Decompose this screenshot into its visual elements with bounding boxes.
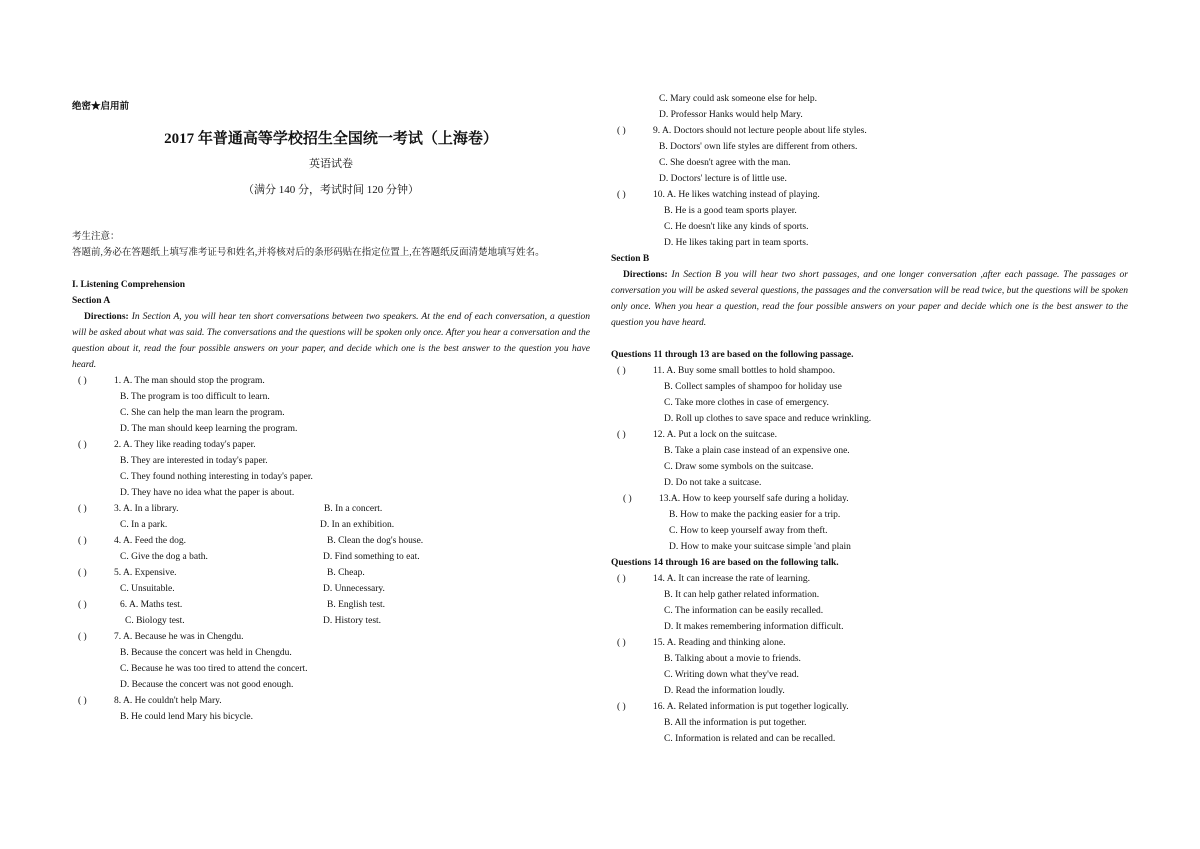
answer-blank[interactable]: ( ) (617, 638, 626, 648)
question-14: ( ) 14. A. It can increase the rate of learning. (611, 571, 1128, 587)
option: C. How to keep yourself away from theft. (669, 526, 828, 536)
option: B. He could lend Mary his bicycle. (120, 712, 253, 722)
option: B. Collect samples of shampoo for holiday use (664, 382, 842, 392)
question-16: ( ) 16. A. Related information is put together logically. (611, 699, 1128, 715)
directions-label: Directions: (623, 270, 668, 280)
section-a-heading: Section A (72, 296, 111, 306)
option: B. They are interested in today's paper. (120, 456, 268, 466)
option: B. He is a good team sports player. (664, 206, 797, 216)
option: C. Take more clothes in case of emergency. (664, 398, 829, 408)
option: C. Because he was too tired to attend the concert. (120, 664, 308, 674)
option: D. Because the concert was not good enough. (120, 680, 294, 690)
option: D. They have no idea what the paper is about. (120, 488, 295, 498)
question-3: ( ) 3. A. In a library. B. In a concert. (72, 501, 590, 517)
question-1: ( ) 1. A. The man should stop the program. (72, 373, 590, 389)
option-row: C. In a park. D. In an exhibition. (120, 520, 395, 530)
answer-blank[interactable]: ( ) (78, 632, 87, 642)
answer-blank[interactable]: ( ) (617, 430, 626, 440)
notice-text: 答题前,务必在答题纸上填写准考证号和姓名,并将核对后的条形码贴在指定位置上,在答题纸反面清楚地填写姓名。 (72, 248, 545, 258)
option: C. She can help the man learn the program. (120, 408, 285, 418)
directions-text: In Section B you will hear two short passages, and one longer conversation ,after each passage. The passages or conversation you will be asked several questions, the passages and the conversation will be read twice, but the questions will be spoken only once. When you hear a question, read the four possible answers on your paper and decide which one is the best answer to the question you have heard. (611, 270, 1128, 328)
option: D. Do not take a suitcase. (664, 478, 762, 488)
question-4: ( ) 4. A. Feed the dog. B. Clean the dog's house. (72, 533, 590, 549)
option: D. Read the information loudly. (664, 686, 785, 696)
answer-blank[interactable]: ( ) (617, 574, 626, 584)
answer-blank[interactable]: ( ) (617, 702, 626, 712)
answer-blank[interactable]: ( ) (78, 568, 87, 578)
question-group-heading: Questions 14 through 16 are based on the following talk. (611, 558, 839, 568)
answer-blank[interactable]: ( ) (78, 600, 87, 610)
option: D. The man should keep learning the program. (120, 424, 298, 434)
option: C. She doesn't agree with the man. (659, 158, 791, 168)
question-2: ( ) 2. A. They like reading today's paper. (72, 437, 590, 453)
option: D. Doctors' lecture is of little use. (659, 174, 787, 184)
question-13: ( ) 13.A. How to keep yourself safe during a holiday. (611, 491, 1128, 507)
option: C. He doesn't like any kinds of sports. (664, 222, 809, 232)
question-15: ( ) 15. A. Reading and thinking alone. (611, 635, 1128, 651)
option: B. It can help gather related information. (664, 590, 820, 600)
answer-blank[interactable]: ( ) (78, 376, 87, 386)
question-12: ( ) 12. A. Put a lock on the suitcase. (611, 427, 1128, 443)
question-group-heading: Questions 11 through 13 are based on the following passage. (611, 350, 854, 360)
option: B. Because the concert was held in Chengdu. (120, 648, 292, 658)
right-column (611, 91, 1128, 747)
option-row: C. Biology test. D. History test. (125, 616, 382, 626)
section-a-directions (72, 309, 590, 373)
answer-blank[interactable]: ( ) (78, 536, 87, 546)
answer-blank[interactable]: ( ) (78, 504, 87, 514)
exam-subtitle: 英语试卷 (309, 158, 353, 170)
option: C. Writing down what they've read. (664, 670, 799, 680)
exam-title: 2017 年普通高等学校招生全国统一考试（上海卷） (164, 131, 498, 147)
option: D. How to make your suitcase simple 'and plain (669, 542, 851, 552)
section-b-directions (611, 267, 1128, 331)
option: D. Professor Hanks would help Mary. (659, 110, 803, 120)
answer-blank[interactable]: ( ) (617, 126, 626, 136)
left-column (72, 96, 590, 725)
option: D. It makes remembering information difficult. (664, 622, 844, 632)
question-11: ( ) 11. A. Buy some small bottles to hold shampoo. (611, 363, 1128, 379)
answer-blank[interactable]: ( ) (617, 366, 626, 376)
answer-blank[interactable]: ( ) (617, 190, 626, 200)
answer-blank[interactable]: ( ) (78, 440, 87, 450)
answer-blank[interactable]: ( ) (623, 494, 632, 504)
question-7: ( ) 7. A. Because he was in Chengdu. (72, 629, 590, 645)
question-9: ( ) 9. A. Doctors should not lecture people about life styles. (611, 123, 1128, 139)
secret-mark: 绝密★启用前 (72, 102, 130, 112)
notice-label: 考生注意： (72, 232, 120, 242)
option: B. All the information is put together. (664, 718, 807, 728)
option: D. He likes taking part in team sports. (664, 238, 809, 248)
part1-heading: I. Listening Comprehension (72, 280, 186, 290)
option: C. Mary could ask someone else for help. (659, 94, 818, 104)
question-8: ( ) 8. A. He couldn't help Mary. (72, 693, 590, 709)
option: B. Talking about a movie to friends. (664, 654, 801, 664)
option: C. Information is related and can be recalled. (664, 734, 836, 744)
option: C. Draw some symbols on the suitcase. (664, 462, 814, 472)
option: C. They found nothing interesting in today's paper. (120, 472, 313, 482)
directions-label: Directions: (84, 312, 129, 322)
question-6: ( ) 6. A. Maths test. B. English test. (72, 597, 590, 613)
option: B. The program is too difficult to learn. (120, 392, 270, 402)
directions-text: In Section A, you will hear ten short conversations between two speakers. At the end of each conversation, a question will be asked about what was said. The conversations and the questions will be spoken only once. After you hear a conversation and the question about it, read the four possible answers on your paper, and decide which one is the best answer to the question you have heard. (72, 312, 591, 370)
option: B. Doctors' own life styles are different from others. (659, 142, 858, 152)
question-5: ( ) 5. A. Expensive. B. Cheap. (72, 565, 590, 581)
option: D. Roll up clothes to save space and reduce wrinkling. (664, 414, 872, 424)
option-row: C. Give the dog a bath. D. Find something to eat. (120, 552, 420, 562)
question-10: ( ) 10. A. He likes watching instead of playing. (611, 187, 1128, 203)
answer-blank[interactable]: ( ) (78, 696, 87, 706)
section-b-heading: Section B (611, 254, 650, 264)
exam-score-info: （满分 140 分，考试时间 120 分钟） (243, 184, 419, 196)
option: B. How to make the packing easier for a trip. (669, 510, 841, 520)
option: C. The information can be easily recalled. (664, 606, 824, 616)
option: B. Take a plain case instead of an expensive one. (664, 446, 850, 456)
option-row: C. Unsuitable. D. Unnecessary. (120, 584, 385, 594)
